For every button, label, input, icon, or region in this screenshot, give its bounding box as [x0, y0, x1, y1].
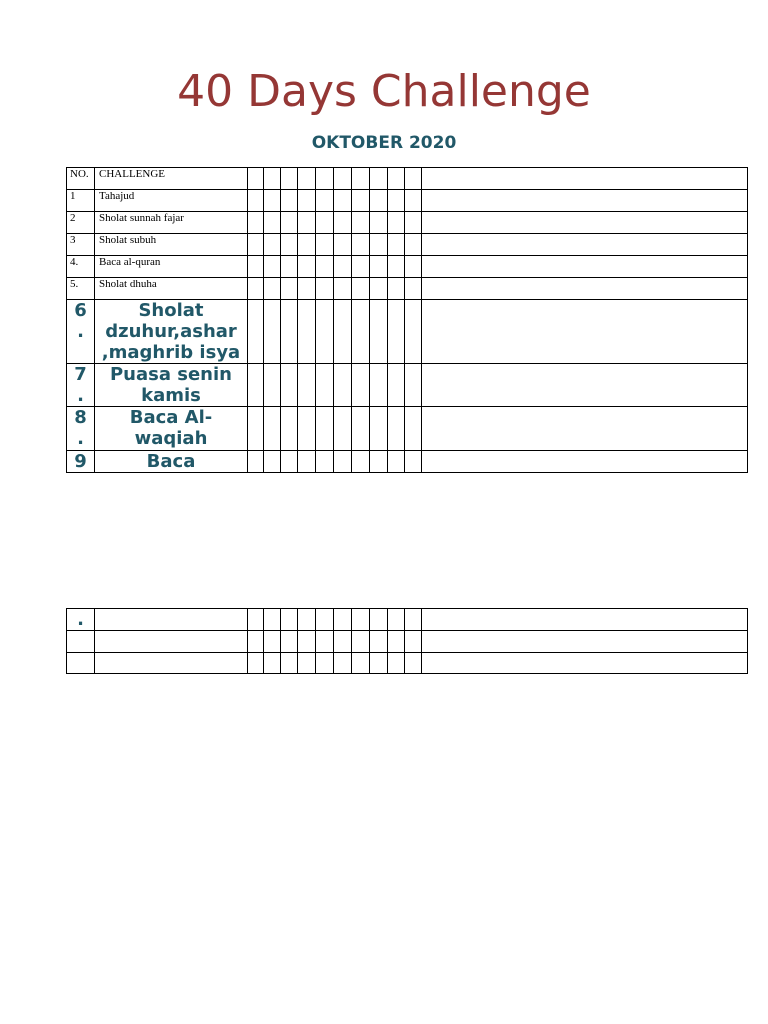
day-checkbox-cell[interactable] — [388, 168, 405, 190]
day-checkbox-cell[interactable] — [264, 278, 281, 300]
day-checkbox-cell[interactable] — [388, 609, 405, 631]
day-checkbox-cell[interactable] — [316, 256, 334, 278]
table-row — [67, 256, 748, 278]
day-checkbox-cell[interactable] — [281, 407, 298, 451]
day-checkbox-cell[interactable] — [264, 234, 281, 256]
day-checkbox-cell[interactable] — [298, 256, 316, 278]
day-checkbox-cell[interactable] — [281, 653, 298, 674]
day-checkbox-cell[interactable] — [281, 256, 298, 278]
table-row — [67, 451, 748, 473]
notes-cell[interactable] — [422, 212, 748, 234]
day-checkbox-cell[interactable] — [388, 234, 405, 256]
notes-cell[interactable] — [422, 256, 748, 278]
day-checkbox-cell[interactable] — [316, 300, 334, 364]
day-checkbox-cell[interactable] — [298, 407, 316, 451]
day-checkbox-cell[interactable] — [281, 234, 298, 256]
header-no: NO. — [67, 168, 95, 190]
day-checkbox-cell[interactable] — [334, 278, 352, 300]
day-checkbox-cell[interactable] — [334, 212, 352, 234]
day-checkbox-cell[interactable] — [370, 631, 388, 653]
day-checkbox-cell[interactable] — [388, 364, 405, 407]
day-checkbox-cell[interactable] — [405, 256, 422, 278]
day-checkbox-cell[interactable] — [281, 364, 298, 407]
day-checkbox-cell[interactable] — [298, 278, 316, 300]
day-checkbox-cell[interactable] — [388, 278, 405, 300]
day-checkbox-cell[interactable] — [248, 451, 264, 473]
document-subtitle: OKTOBER 2020 — [311, 133, 457, 153]
day-checkbox-cell[interactable] — [298, 609, 316, 631]
row-challenge — [95, 631, 248, 653]
day-checkbox-cell[interactable] — [388, 451, 405, 473]
day-checkbox-cell[interactable] — [316, 364, 334, 407]
challenge-table — [66, 167, 748, 473]
day-checkbox-cell[interactable] — [281, 190, 298, 212]
day-checkbox-cell[interactable] — [405, 451, 422, 473]
row-challenge: Sholat dzuhur,ashar ,maghrib isya — [95, 300, 248, 364]
day-checkbox-cell[interactable] — [264, 364, 281, 407]
day-checkbox-cell[interactable] — [248, 212, 264, 234]
day-checkbox-cell[interactable] — [281, 609, 298, 631]
day-checkbox-cell[interactable] — [370, 234, 388, 256]
row-challenge — [95, 609, 248, 631]
day-checkbox-cell[interactable] — [405, 631, 422, 653]
day-checkbox-cell[interactable] — [352, 168, 370, 190]
day-checkbox-cell[interactable] — [264, 300, 281, 364]
table-row — [67, 212, 748, 234]
day-checkbox-cell[interactable] — [405, 653, 422, 674]
day-checkbox-cell[interactable] — [388, 190, 405, 212]
row-challenge — [95, 653, 248, 674]
notes-cell[interactable] — [422, 278, 748, 300]
day-checkbox-cell[interactable] — [352, 278, 370, 300]
day-checkbox-cell[interactable] — [388, 653, 405, 674]
day-checkbox-cell[interactable] — [352, 190, 370, 212]
day-checkbox-cell[interactable] — [370, 300, 388, 364]
day-checkbox-cell[interactable] — [316, 168, 334, 190]
day-checkbox-cell[interactable] — [352, 364, 370, 407]
notes-cell[interactable] — [422, 234, 748, 256]
row-challenge: Baca — [95, 451, 248, 473]
table-row — [67, 300, 748, 364]
day-checkbox-cell[interactable] — [370, 609, 388, 631]
day-checkbox-cell[interactable] — [388, 631, 405, 653]
day-checkbox-cell[interactable] — [281, 278, 298, 300]
day-checkbox-cell[interactable] — [352, 212, 370, 234]
day-checkbox-cell[interactable] — [370, 451, 388, 473]
day-checkbox-cell[interactable] — [248, 653, 264, 674]
day-checkbox-cell[interactable] — [248, 168, 264, 190]
day-checkbox-cell[interactable] — [352, 234, 370, 256]
row-challenge: Puasa senin kamis — [95, 364, 248, 407]
table-row — [67, 190, 748, 212]
day-checkbox-cell[interactable] — [264, 631, 281, 653]
day-checkbox-cell[interactable] — [264, 256, 281, 278]
day-checkbox-cell[interactable] — [298, 212, 316, 234]
day-checkbox-cell[interactable] — [334, 256, 352, 278]
header-challenge: CHALLENGE — [95, 168, 248, 190]
day-checkbox-cell[interactable] — [264, 407, 281, 451]
day-checkbox-cell[interactable] — [352, 609, 370, 631]
day-checkbox-cell[interactable] — [316, 190, 334, 212]
table-row — [67, 364, 748, 407]
day-checkbox-cell[interactable] — [405, 234, 422, 256]
notes-cell[interactable] — [422, 631, 748, 653]
row-number: 2 — [67, 212, 95, 234]
day-checkbox-cell[interactable] — [248, 190, 264, 212]
day-checkbox-cell[interactable] — [352, 300, 370, 364]
notes-cell[interactable] — [422, 364, 748, 407]
day-checkbox-cell[interactable] — [405, 190, 422, 212]
day-checkbox-cell[interactable] — [298, 364, 316, 407]
row-number — [67, 653, 95, 674]
day-checkbox-cell[interactable] — [334, 407, 352, 451]
day-checkbox-cell[interactable] — [316, 278, 334, 300]
day-checkbox-cell[interactable] — [352, 256, 370, 278]
day-checkbox-cell[interactable] — [264, 190, 281, 212]
day-checkbox-cell[interactable] — [405, 609, 422, 631]
day-checkbox-cell[interactable] — [352, 631, 370, 653]
day-checkbox-cell[interactable] — [298, 451, 316, 473]
day-checkbox-cell[interactable] — [298, 168, 316, 190]
day-checkbox-cell[interactable] — [248, 631, 264, 653]
day-checkbox-cell[interactable] — [248, 278, 264, 300]
day-checkbox-cell[interactable] — [316, 212, 334, 234]
day-checkbox-cell[interactable] — [370, 278, 388, 300]
day-checkbox-cell[interactable] — [281, 300, 298, 364]
day-checkbox-cell[interactable] — [298, 300, 316, 364]
row-number: 4. — [67, 256, 95, 278]
table-header-row — [67, 168, 748, 190]
day-checkbox-cell[interactable] — [388, 256, 405, 278]
day-checkbox-cell[interactable] — [264, 609, 281, 631]
day-checkbox-cell[interactable] — [316, 451, 334, 473]
row-challenge: Sholat sunnah fajar — [95, 212, 248, 234]
day-checkbox-cell[interactable] — [370, 364, 388, 407]
row-number: . — [67, 609, 95, 631]
day-checkbox-cell[interactable] — [248, 609, 264, 631]
day-checkbox-cell[interactable] — [370, 653, 388, 674]
day-checkbox-cell[interactable] — [281, 451, 298, 473]
day-checkbox-cell[interactable] — [264, 451, 281, 473]
day-checkbox-cell[interactable] — [388, 300, 405, 364]
day-checkbox-cell[interactable] — [316, 609, 334, 631]
day-checkbox-cell[interactable] — [298, 653, 316, 674]
table-row — [67, 407, 748, 451]
day-checkbox-cell[interactable] — [316, 631, 334, 653]
notes-cell[interactable] — [422, 407, 748, 451]
row-number: 1 — [67, 190, 95, 212]
day-checkbox-cell[interactable] — [316, 234, 334, 256]
day-checkbox-cell[interactable] — [405, 168, 422, 190]
day-checkbox-cell[interactable] — [334, 653, 352, 674]
row-number — [67, 631, 95, 653]
notes-cell[interactable] — [422, 609, 748, 631]
day-checkbox-cell[interactable] — [334, 451, 352, 473]
table-row — [67, 653, 748, 674]
day-checkbox-cell[interactable] — [281, 168, 298, 190]
day-checkbox-cell[interactable] — [405, 278, 422, 300]
row-challenge: Baca al-quran — [95, 256, 248, 278]
row-number: 7 . — [67, 364, 95, 407]
day-checkbox-cell[interactable] — [264, 212, 281, 234]
table-row — [67, 631, 748, 653]
day-checkbox-cell[interactable] — [298, 631, 316, 653]
day-checkbox-cell[interactable] — [334, 631, 352, 653]
day-checkbox-cell[interactable] — [298, 190, 316, 212]
day-checkbox-cell[interactable] — [334, 234, 352, 256]
row-number: 9 — [67, 451, 95, 473]
day-checkbox-cell[interactable] — [316, 407, 334, 451]
row-number: 6 . — [67, 300, 95, 364]
day-checkbox-cell[interactable] — [264, 168, 281, 190]
notes-cell[interactable] — [422, 300, 748, 364]
day-checkbox-cell[interactable] — [248, 234, 264, 256]
day-checkbox-cell[interactable] — [405, 212, 422, 234]
day-checkbox-cell[interactable] — [316, 653, 334, 674]
document-title: 40 Days Challenge — [177, 66, 591, 117]
day-checkbox-cell[interactable] — [248, 407, 264, 451]
notes-cell[interactable] — [422, 451, 748, 473]
day-checkbox-cell[interactable] — [298, 234, 316, 256]
table-row — [67, 609, 748, 631]
day-checkbox-cell[interactable] — [405, 364, 422, 407]
day-checkbox-cell[interactable] — [405, 300, 422, 364]
notes-cell[interactable] — [422, 653, 748, 674]
day-checkbox-cell[interactable] — [334, 609, 352, 631]
day-checkbox-cell[interactable] — [370, 212, 388, 234]
day-checkbox-cell[interactable] — [370, 190, 388, 212]
day-checkbox-cell[interactable] — [405, 407, 422, 451]
row-number: 8 . — [67, 407, 95, 451]
day-checkbox-cell[interactable] — [370, 407, 388, 451]
day-checkbox-cell[interactable] — [264, 653, 281, 674]
day-checkbox-cell[interactable] — [334, 168, 352, 190]
day-checkbox-cell[interactable] — [352, 653, 370, 674]
row-number: 3 — [67, 234, 95, 256]
day-checkbox-cell[interactable] — [281, 212, 298, 234]
row-challenge: Sholat subuh — [95, 234, 248, 256]
challenge-table-continued — [66, 608, 748, 674]
day-checkbox-cell[interactable] — [334, 190, 352, 212]
row-challenge: Sholat dhuha — [95, 278, 248, 300]
day-checkbox-cell[interactable] — [248, 256, 264, 278]
day-checkbox-cell[interactable] — [248, 300, 264, 364]
row-number: 5. — [67, 278, 95, 300]
day-checkbox-cell[interactable] — [352, 451, 370, 473]
day-checkbox-cell[interactable] — [334, 300, 352, 364]
row-challenge: Baca Al-waqiah — [95, 407, 248, 451]
day-checkbox-cell[interactable] — [370, 256, 388, 278]
notes-cell[interactable] — [422, 168, 748, 190]
day-checkbox-cell[interactable] — [248, 364, 264, 407]
notes-cell[interactable] — [422, 190, 748, 212]
day-checkbox-cell[interactable] — [370, 168, 388, 190]
day-checkbox-cell[interactable] — [388, 212, 405, 234]
table-row — [67, 234, 748, 256]
table-row — [67, 278, 748, 300]
day-checkbox-cell[interactable] — [334, 364, 352, 407]
day-checkbox-cell[interactable] — [281, 631, 298, 653]
day-checkbox-cell[interactable] — [388, 407, 405, 451]
row-challenge: Tahajud — [95, 190, 248, 212]
day-checkbox-cell[interactable] — [352, 407, 370, 451]
